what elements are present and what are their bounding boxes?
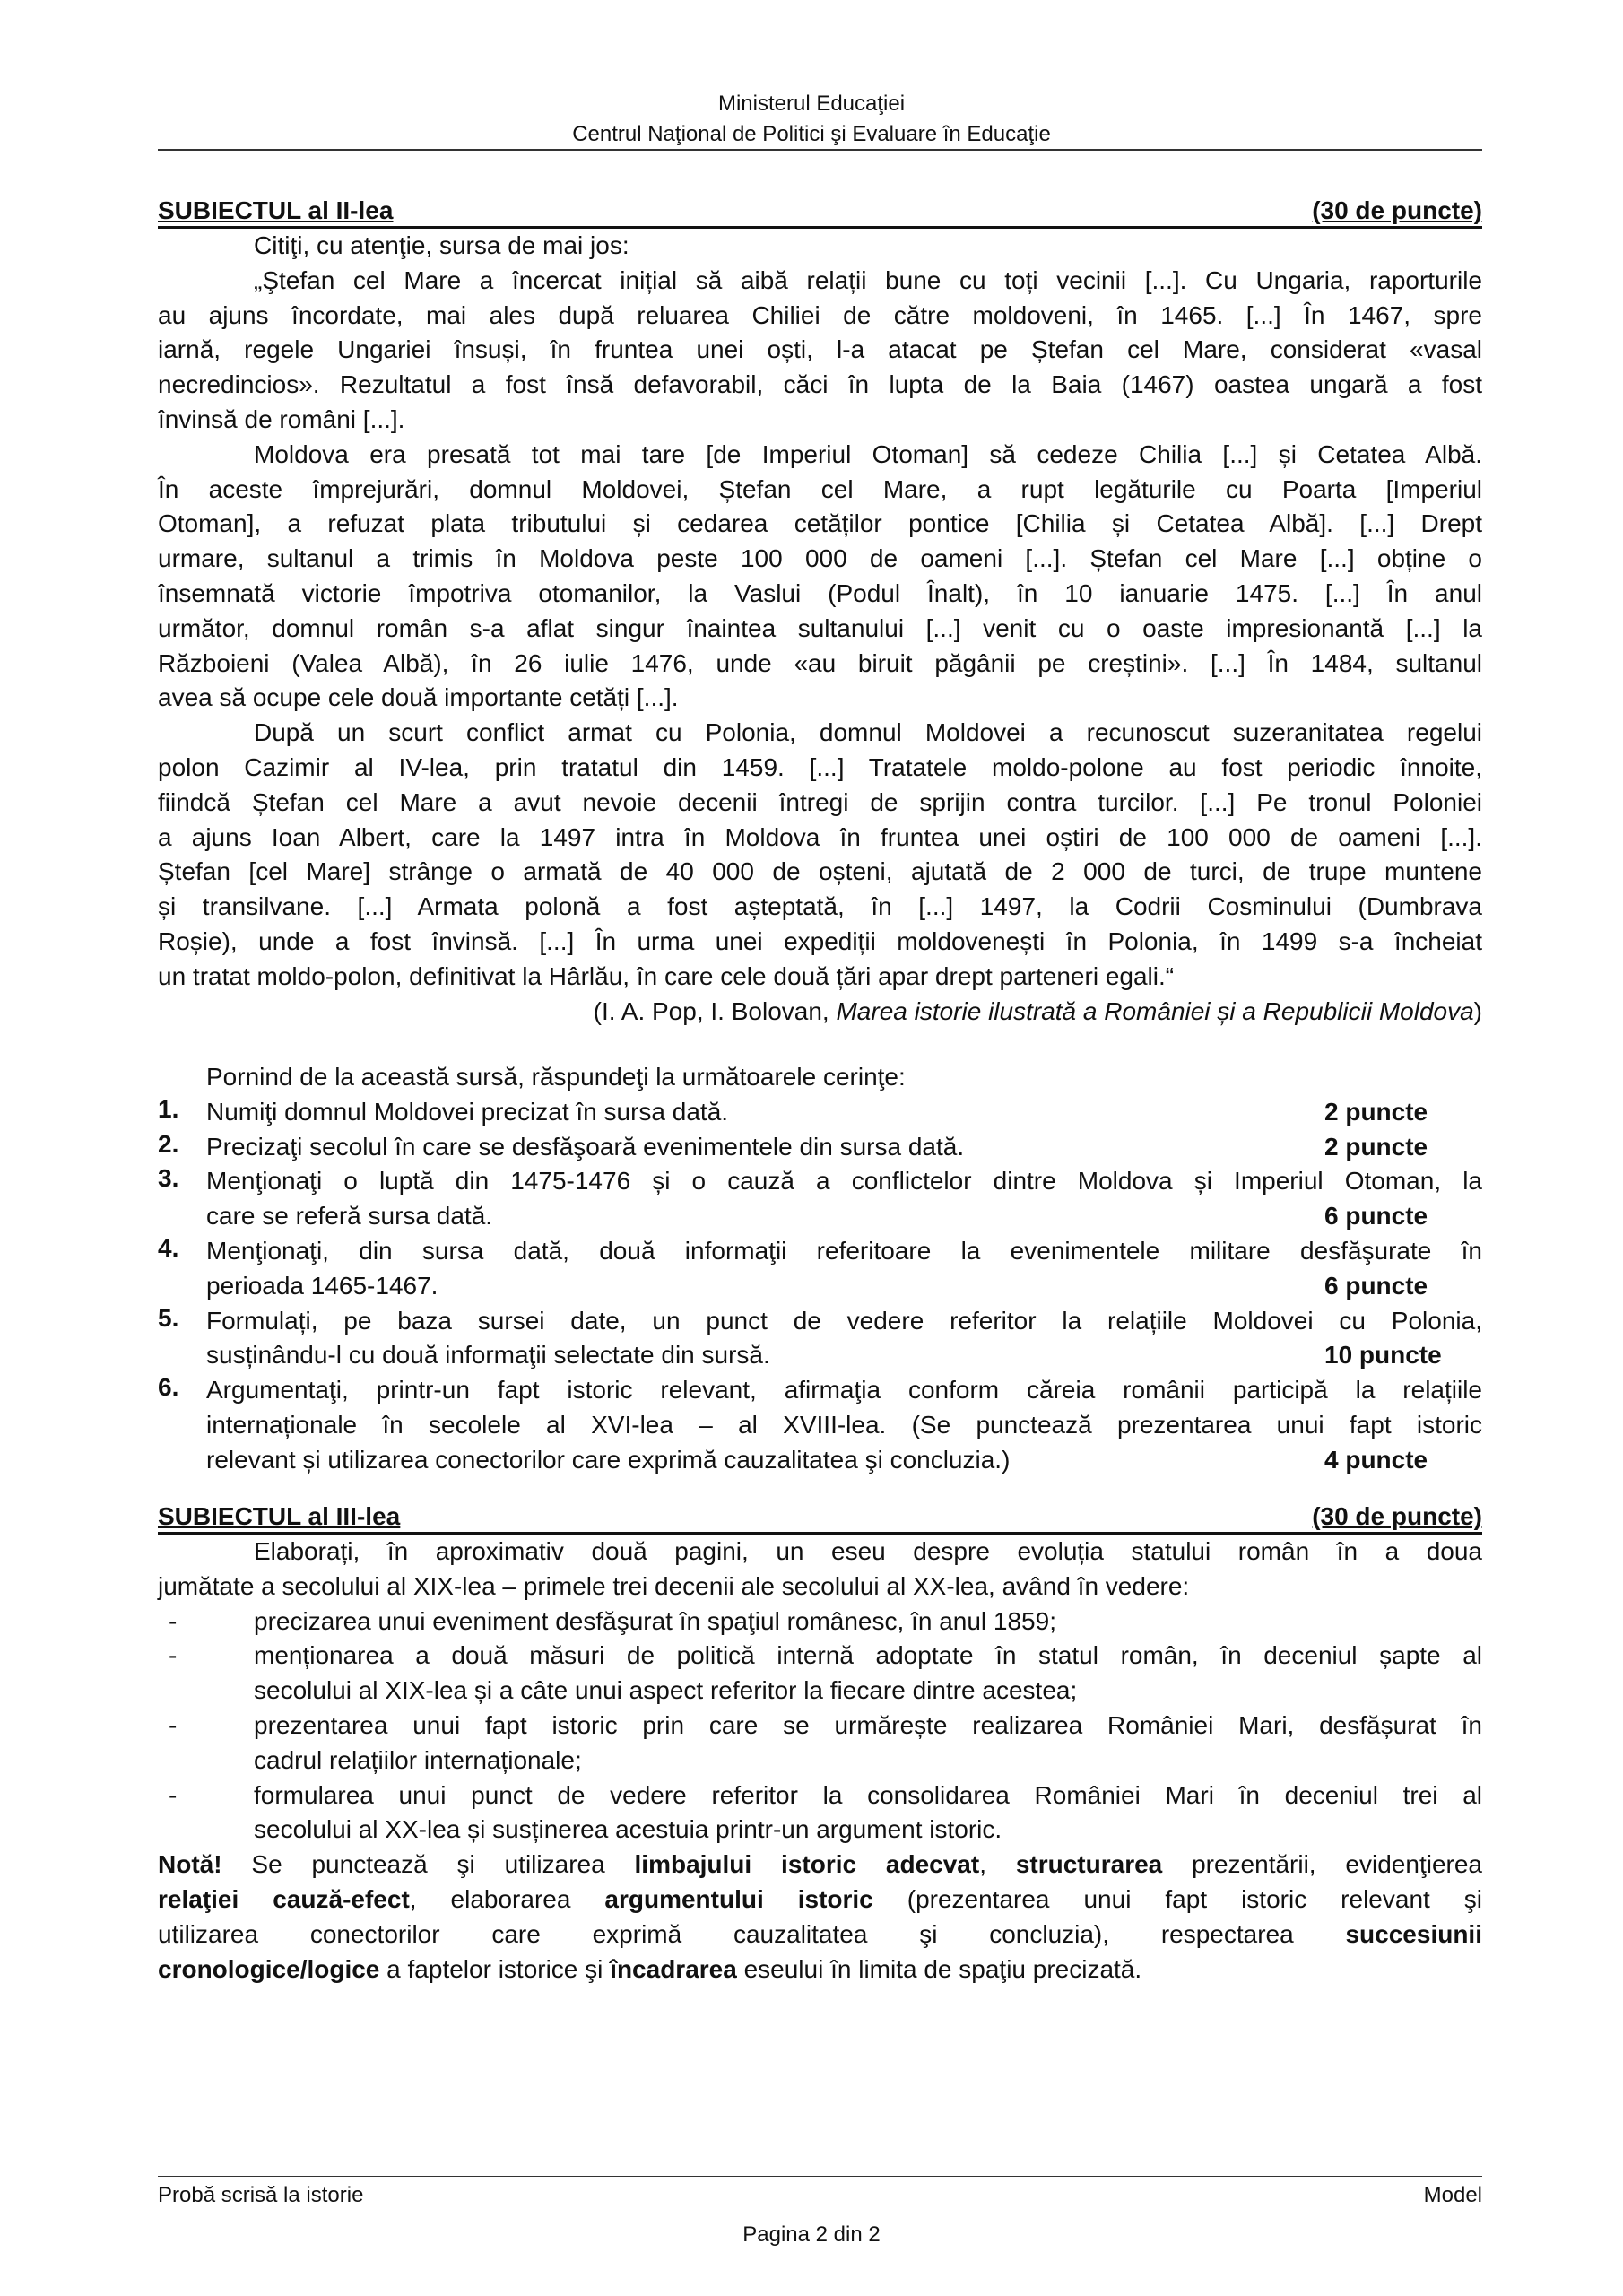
subject-3-title-bar [158,1500,1482,1535]
footer-exam-name: Probă scrisă la istorie [158,2183,364,2207]
note-emphasis: argumentului istoric [604,1884,873,1913]
requirement-line: menționarea a două măsuri de politică internă adoptate în statul român, în deceniul șapte al [254,1641,1482,1670]
source-line: avea să ocupe cele două importante cetăți [...]. [158,683,679,712]
note-text: Se punctează şi utilizarea [221,1850,635,1879]
source-line: Ștefan [cel Mare] strânge o armată de 40 000 de oșteni, ajutată de 2 000 de turci, de trupe muntene [158,857,1482,886]
task-text: Menţionaţi o luptă din 1475-1476 și o cauză a conflictelor dintre Moldova și Imperiul Otoman, la [206,1167,1482,1196]
source-line: însemnată victorie împotriva otomanilor, la Vaslui (Podul Înalt), în 10 ianuarie 1475. [...] În anul [158,578,1482,607]
subject-2-title-bar [158,194,1482,229]
task-number: 1. [158,1094,179,1123]
task-text: susținându-l cu două informaţii selectate din sursă. [206,1341,770,1370]
task-number: 2. [158,1129,179,1158]
task-item [158,1095,1482,1130]
source-line: iarnă, regele Ungariei însuși, în fruntea unei oști, l-a atacat pe Ștefan cel Mare, considerat «vasal [158,335,1482,364]
source-line: necredincios». Rezultatul a fost însă defavorabil, căci în lupta de la Baia (1467) oastea ungară a fost [158,370,1482,399]
source-line: Moldova era presată tot mai tare [de Imperiul Otoman] să cedeze Chilia [...] și Cetatea Albă. [254,439,1482,468]
task-points: 6 puncte [1324,1271,1428,1300]
task-text: Precizaţi secolul în care se desfăşoară evenimentele din sursa dată. [206,1132,965,1161]
note-emphasis: încadrarea [610,1954,737,1983]
tasks-intro: Pornind de la această sursă, răspundeţi la următoarele cerinţe: [206,1063,906,1091]
source-citation [158,995,1482,1030]
note-emphasis: Notă! [158,1850,222,1879]
essay-requirement [158,1709,1482,1779]
task-line [206,1338,1482,1373]
subject-3 [158,1500,1482,1987]
header-center: Centrul Naţional de Politici şi Evaluare în Educaţie [572,122,1051,146]
source-line: următor, domnul român s-a aflat singur înaintea sultanului [...] venit cu o oaste impresionantă [...] la [158,613,1482,642]
note-text: prezentării, evidenţierea [1162,1850,1482,1879]
note-text: utilizarea conectorilor care exprimă cauzalitatea şi concluzia), respectarea [158,1919,1346,1948]
note-emphasis: cronologice/logice [158,1954,380,1983]
task-text: internaționale în secolele al XVI-lea – al XVIII-lea. (Se punctează prezentarea unui fapt istoric [206,1410,1482,1439]
note-text: a faptelor istorice şi [379,1954,611,1983]
source-line: au ajuns încordate, mai ales după reluarea Chiliei de către moldoveni, în 1465. [...] În 1467, spre [158,300,1482,329]
source-line: un tratat moldo-polon, definitivat la Hârlău, în care cele două țări apar drept parteneri egali.“ [158,961,1175,990]
subject-2-title: SUBIECTUL al II-lea [158,196,394,224]
source-line: a ajuns Ioan Albert, care la 1497 intra în Moldova în fruntea unei oștiri de 100 000 de oameni [...]. [158,822,1482,851]
task-item [158,1304,1482,1374]
requirement-line: secolului al XX-lea și susținerea acestuia printr-un argument istoric. [254,1815,1002,1844]
task-points: 6 puncte [1324,1202,1428,1231]
task-text: Numiţi domnul Moldovei precizat în sursa dată. [206,1097,729,1126]
bullet-dash: - [169,1606,178,1635]
task-item [158,1234,1482,1304]
task-line [206,1443,1482,1478]
source-line: fiindcă Ștefan cel Mare a avut nevoie decenii întregi de sprijin contra turcilor. [...] Pe tronul Poloniei [158,787,1482,816]
task-text: relevant și utilizarea conectorilor care exprimă cauzalitatea şi concluzia.) [206,1445,1011,1474]
citation-close: ) [1473,996,1482,1025]
task-points: 10 puncte [1324,1341,1442,1370]
requirement-line: formularea unui punct de vedere referitor la consolidarea României Mari în deceniul trei al [254,1780,1482,1809]
essay-requirement [158,1639,1482,1709]
task-item [158,1130,1482,1165]
citation-title: Marea istorie ilustrată a României și a Republicii Moldova [836,996,1474,1025]
task-number: 6. [158,1373,179,1402]
note-text: , [979,1850,1016,1879]
source-line: polon Cazimir al IV-lea, prin tratatul din 1459. [...] Tratatele moldo-polone au fost periodic înnoite, [158,752,1482,781]
essay-intro-line: jumătate a secolului al XIX-lea – primele trei decenii ale secolului al XX-lea, având în vedere: [158,1571,1190,1600]
footer-rule [158,2176,1482,2177]
bullet-dash: - [169,1710,178,1739]
note-emphasis: limbajului istoric adecvat [634,1850,980,1879]
source-line: Războieni (Valea Albă), în 26 iulie 1476, unde «au biruit păgânii pe creștini». [...] În 1484, sultanul [158,648,1482,677]
task-text: Formulați, pe baza sursei date, un punct de vedere referitor la relațiile Moldovei cu Polonia, [206,1306,1482,1335]
essay-requirement [158,1779,1482,1848]
requirement-line: prezentarea unui fapt istoric prin care se urmărește realizarea României Mari, desfășurat în [254,1710,1482,1739]
note-line [158,1848,1482,1883]
task-number: 3. [158,1164,179,1193]
subject-3-title: SUBIECTUL al III-lea [158,1502,401,1530]
note-emphasis: structurarea [1015,1850,1163,1879]
header-rule [158,149,1482,151]
note-text: , elaborarea [409,1884,605,1913]
requirement-line: secolului al XIX-lea și a câte unui aspect referitor la fiecare dintre acestea; [254,1676,1078,1705]
source-line: Otoman], a refuzat plata tributului și cedarea cetăților pontice [Chilia și Cetatea Albă]. [...] Drept [158,509,1482,538]
header-ministry: Ministerul Educaţiei [717,91,906,116]
task-item [158,1164,1482,1234]
subject-2 [158,194,1482,1029]
source-line: urmare, sultanul a trimis în Moldova peste 100 000 de oameni [...]. Ștefan cel Mare [...] obține o [158,544,1482,573]
task-line [206,1095,1482,1130]
page-number: Pagina 2 din 2 [742,2222,881,2247]
task-item [158,1373,1482,1477]
source-line: În aceste împrejurări, domnul Moldovei, Ștefan cel Mare, a rupt legăturile cu Poarta [Imperiul [158,474,1482,503]
subject-2-points: (30 de puncte) [1312,196,1482,224]
task-text: Menţionaţi, din sursa dată, două informaţii referitoare la evenimentele militare desfăşurate în [206,1236,1482,1265]
tasks-section [158,1060,1482,1478]
source-intro: Citiţi, cu atenţie, sursa de mai jos: [254,231,629,259]
task-number: 5. [158,1303,179,1332]
note [158,1848,1482,1987]
task-text: care se referă sursa dată. [206,1202,493,1231]
essay-requirement [158,1605,1482,1639]
task-line [206,1269,1482,1304]
task-points: 4 puncte [1324,1445,1428,1474]
source-line: învinsă de români [...]. [158,404,405,433]
note-line [158,1952,1482,1987]
note-text: (prezentarea unui fapt istoric relevant şi [872,1884,1483,1913]
note-line [158,1918,1482,1952]
source-line: și transilvane. [...] Armata polonă a fost așteptată, în [...] 1497, la Codrii Cosminului (Dumbrava [158,892,1482,921]
note-emphasis: relaţiei cauză-efect [158,1884,410,1913]
task-number: 4. [158,1233,179,1262]
requirement-line: cadrul relațiilor internaționale; [254,1745,582,1774]
note-line [158,1883,1482,1918]
citation-authors: (I. A. Pop, I. Bolovan, [593,996,837,1025]
requirement-line: precizarea unui eveniment desfăşurat în spaţiul românesc, în anul 1859; [254,1606,1056,1635]
task-points: 2 puncte [1324,1132,1428,1161]
subject-3-points: (30 de puncte) [1312,1502,1482,1530]
footer-model: Model [1423,2183,1482,2207]
source-line: „Ştefan cel Mare a încercat inițial să aibă relații bune cu toți vecinii [...]. Cu Ungaria, raporturile [254,265,1482,294]
task-line [206,1199,1482,1234]
source-line: După un scurt conflict armat cu Polonia, domnul Moldovei a recunoscut suzeranitatea regelui [254,718,1482,747]
task-line [206,1130,1482,1165]
note-emphasis: succesiunii [1345,1919,1482,1948]
task-text: Argumentaţi, printr-un fapt istoric relevant, afirmaţia conform căreia românii participă la relațiile [206,1376,1482,1405]
essay-intro-line: Elaborați, în aproximativ două pagini, un eseu despre evoluția statului român în a doua [254,1537,1482,1565]
bullet-dash: - [169,1641,178,1670]
bullet-dash: - [169,1780,178,1809]
note-text: eseului în limita de spaţiu precizată. [736,1954,1142,1983]
source-text [158,264,1482,995]
task-points: 2 puncte [1324,1097,1428,1126]
task-text: perioada 1465-1467. [206,1271,438,1300]
source-line: Roșie), unde a fost învinsă. [...] În urma unei expediții moldovenești în Polonia, în 1499 s-a încheiat [158,926,1482,955]
